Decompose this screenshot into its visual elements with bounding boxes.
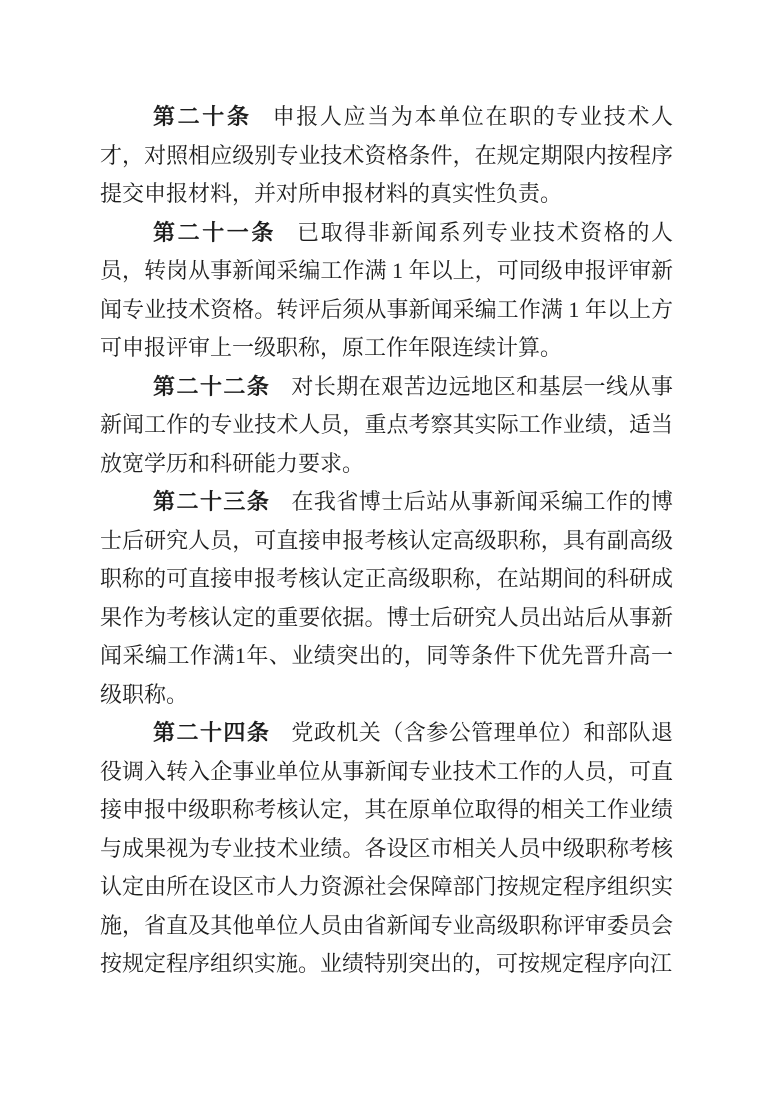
article-21-paragraph [100,214,673,368]
article-21-text: 已取得非新闻系列专业技术资格的人员，转岗从事新闻采编工作满 1 年以上，可同级申报评审新闻专业技术资格。转评后须从事新闻采编工作满 1 年以上方可申报评审上一级职称，原工作年限连续计算。 [100,219,673,360]
article-23-text: 在我省博士后站从事新闻采编工作的博士后研究人员，可直接申报考核认定高级职称，具有副高级职称的可直接申报考核认定正高级职称，在站期间的科研成果作为考核认定的重要依据。博士后研究人员出站后从事新闻采编工作满1年、业绩突出的，同等条件下优先晋升高一级职称。 [100,489,673,707]
article-21-number: 第二十一条 [153,219,276,245]
article-20-text: 申报人应当为本单位在职的专业技术人才，对照相应级别专业技术资格条件，在规定期限内按程序提交申报材料，并对所申报材料的真实性负责。 [100,104,673,206]
article-20-number: 第二十条 [153,104,252,129]
article-24-number: 第二十四条 [153,720,271,745]
article-24-paragraph [100,714,673,984]
article-20-paragraph [100,98,673,214]
article-22-number: 第二十二条 [153,373,271,399]
document-body [100,98,673,984]
article-23-number: 第二十三条 [153,489,271,514]
article-23-paragraph [100,483,673,714]
article-24-text: 党政机关（含参公管理单位）和部队退役调入转入企事业单位从事新闻专业技术工作的人员，可直接申报中级职称考核认定，其在原单位取得的相关工作业绩与成果视为专业技术业绩。各设区市相关人员中级职称考核认定由所在设区市人力资源社会保障部门按规定程序组织实施，省直及其他单位人员由省新闻专业高级职称评审委员会按规定程序组织实施。业绩特别突出的，可按规定程序向江 [100,720,673,976]
article-22-paragraph [100,368,673,484]
article-22-text: 对长期在艰苦边远地区和基层一线从事新闻工作的专业技术人员，重点考察其实际工作业绩，适当放宽学历和科研能力要求。 [100,373,673,476]
